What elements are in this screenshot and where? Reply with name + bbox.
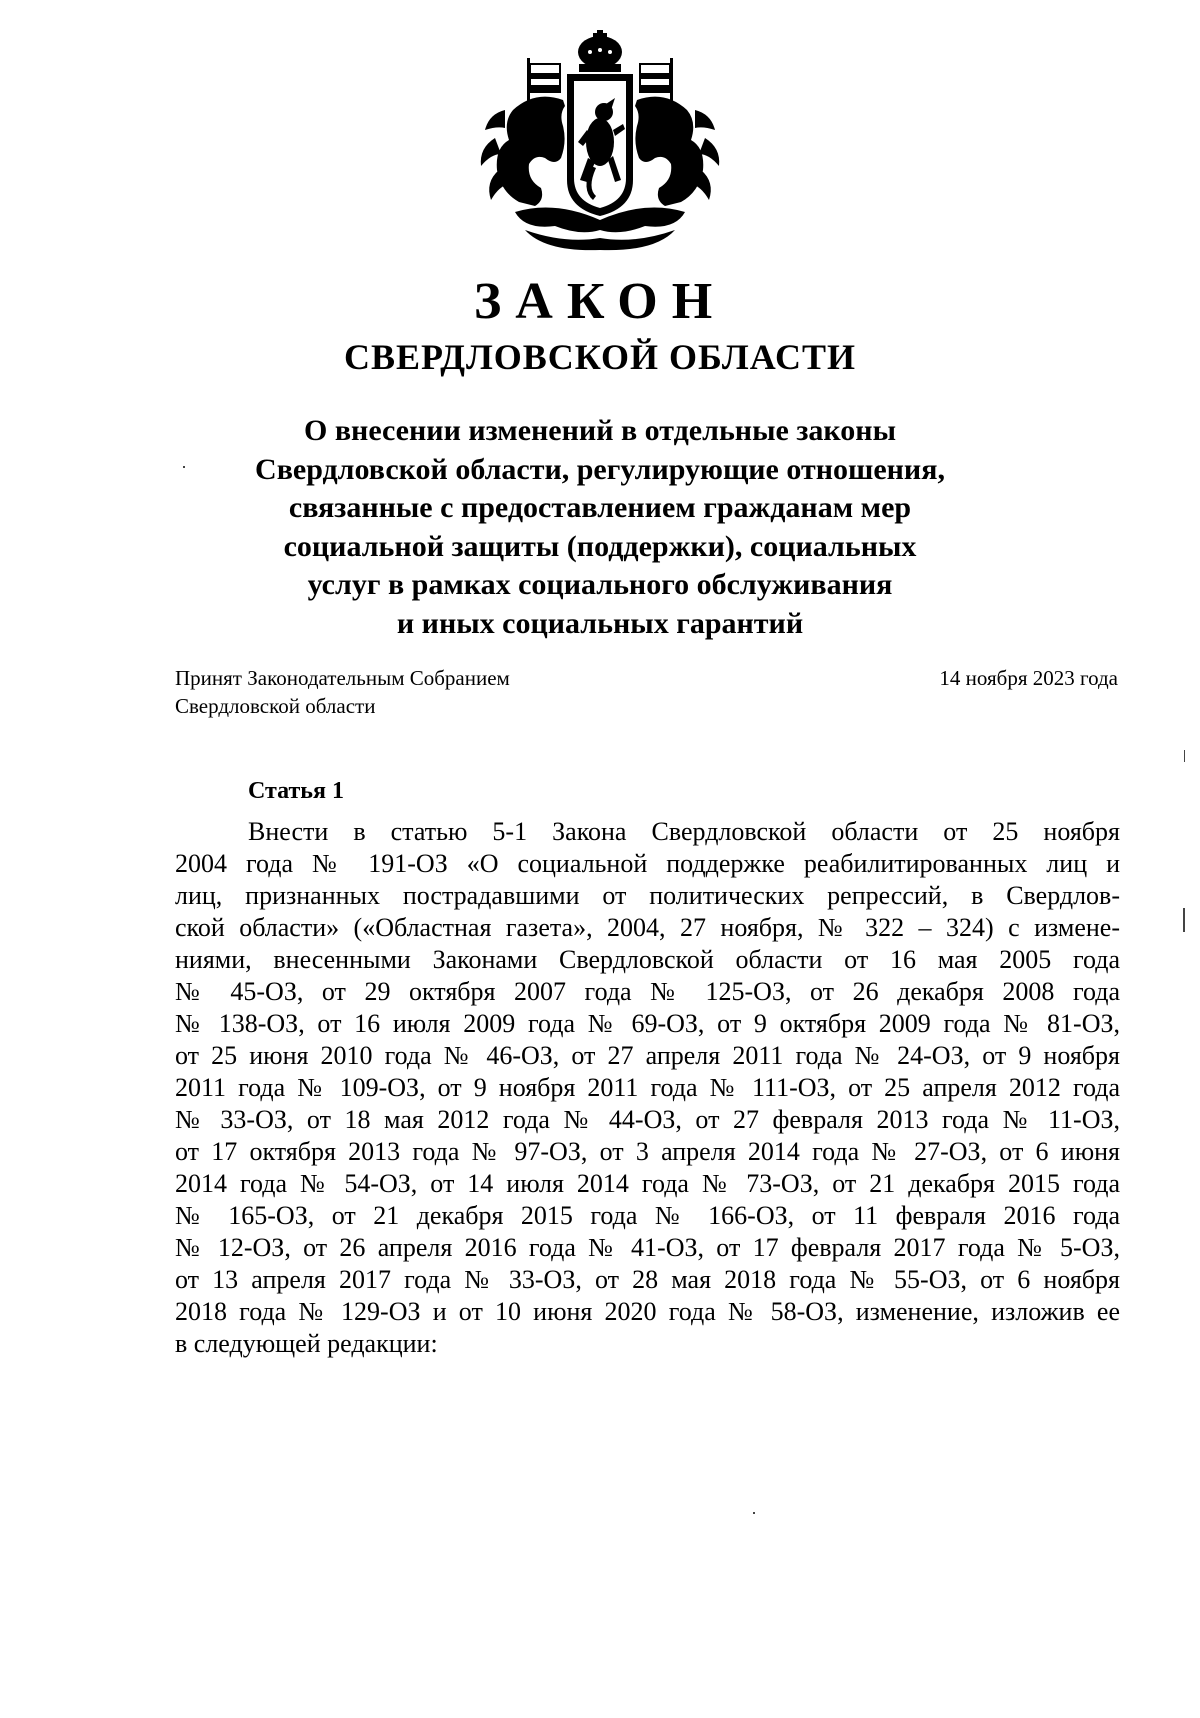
article-line: № 33-ОЗ, от 18 мая 2012 года № 44-ОЗ, от 27 февраля 2013 года № 11-ОЗ, — [175, 1105, 1120, 1134]
subject-line: О внесении изменений в отдельные законы — [304, 414, 896, 447]
subject-line: услуг в рамках социального обслуживания — [307, 568, 893, 601]
sverdlovsk-coat-of-arms-icon — [475, 30, 725, 255]
article-body — [175, 816, 1120, 1360]
article-line: 2004 года № 191-ОЗ «О социальной поддержке реабилитированных лиц и — [175, 849, 1120, 878]
region-title: СВЕРДЛОВСКОЙ ОБЛАСТИ — [344, 337, 856, 377]
article-line: № 12-ОЗ, от 26 апреля 2016 года № 41-ОЗ, от 17 февраля 2017 года № 5-ОЗ, — [175, 1233, 1120, 1262]
article-line: 2018 года № 129-ОЗ и от 10 июня 2020 года № 58-ОЗ, изменение, изложив ее — [175, 1297, 1120, 1326]
subject-line: Свердловской области, регулирующие отношения, — [255, 452, 945, 486]
scan-speck — [183, 466, 185, 468]
adoption-line: Свердловской области — [175, 694, 376, 718]
adoption-body — [175, 664, 510, 720]
article-line: от 13 апреля 2017 года № 33-ОЗ, от 28 мая 2018 года № 55-ОЗ, от 6 ноября — [175, 1265, 1120, 1294]
article-line: № 165-ОЗ, от 21 декабря 2015 года № 166-ОЗ, от 11 февраля 2016 года — [175, 1201, 1120, 1230]
article-line: 2011 года № 109-ОЗ, от 9 ноября 2011 года № 111-ОЗ, от 25 апреля 2012 года — [175, 1073, 1120, 1102]
article-line: от 25 июня 2010 года № 46-ОЗ, от 27 апреля 2011 года № 24-ОЗ, от 9 ноября — [175, 1041, 1120, 1070]
article-line: Внести в статью 5-1 Закона Свердловской области от 25 ноября — [248, 817, 1120, 846]
article-line: в следующей редакции: — [175, 1329, 438, 1358]
article-line: № 45-ОЗ, от 29 октября 2007 года № 125-ОЗ, от 26 декабря 2008 года — [175, 977, 1120, 1006]
scan-speck — [1184, 750, 1185, 762]
article-heading: Статья 1 — [248, 778, 344, 804]
article-line: 2014 года № 54-ОЗ, от 14 июля 2014 года № 73-ОЗ, от 21 декабря 2015 года — [175, 1169, 1120, 1198]
scan-speck — [1183, 908, 1185, 932]
subject-line: социальной защиты (поддержки), социальных — [283, 529, 917, 563]
adoption-line: Принят Законодательным Собранием — [175, 666, 510, 690]
law-subject — [200, 412, 1000, 643]
article-line: ниями, внесенными Законами Свердловской области от 16 мая 2005 года — [175, 945, 1120, 974]
article-line: от 17 октября 2013 года № 97-ОЗ, от 3 апреля 2014 года № 27-ОЗ, от 6 июня — [175, 1137, 1120, 1166]
article-line: лиц, признанных пострадавшими от политических репрессий, в Свердлов- — [175, 881, 1120, 910]
scan-speck — [753, 1512, 755, 1514]
subject-line: и иных социальных гарантий — [396, 606, 804, 640]
article-line: ской области» («Областная газета», 2004, 27 ноября, № 322 – 324) с измене- — [175, 913, 1120, 942]
adoption-date: 14 ноября 2023 года — [939, 666, 1118, 690]
law-title: ЗАКОН — [473, 273, 727, 330]
article-line: № 138-ОЗ, от 16 июля 2009 года № 69-ОЗ, от 9 октября 2009 года № 81-ОЗ, — [175, 1009, 1120, 1038]
subject-line: связанные с предоставлением гражданам мер — [288, 491, 912, 524]
